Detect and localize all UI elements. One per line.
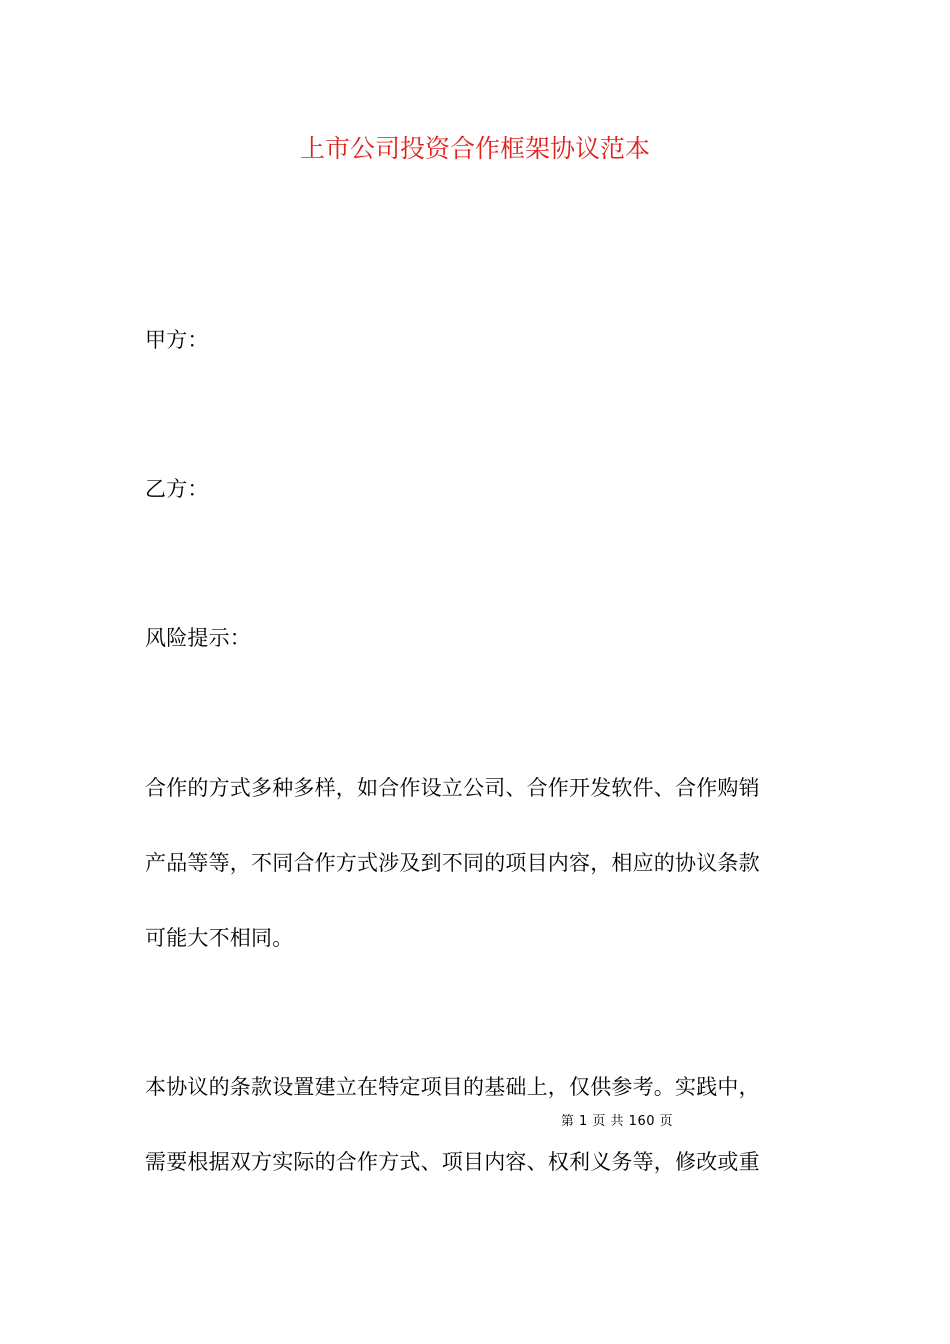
page-number-footer: 第 1 页 共 160 页 — [560, 1114, 674, 1129]
paragraph2-line1: 本协议的条款设置建立在特定项目的基础上，仅供参考。实践中， — [145, 1075, 760, 1099]
party-a-label: 甲方： — [145, 328, 209, 352]
paragraph2-line2: 需要根据双方实际的合作方式、项目内容、权利义务等，修改或重 — [145, 1150, 760, 1174]
paragraph1-line1: 合作的方式多种多样，如合作设立公司、合作开发软件、合作购销 — [145, 776, 760, 800]
risk-heading: 风险提示： — [145, 626, 251, 650]
party-b-label: 乙方： — [145, 477, 209, 501]
paragraph1-line2: 产品等等，不同合作方式涉及到不同的项目内容，相应的协议条款 — [145, 851, 760, 875]
document-title: 上市公司投资合作框架协议范本 — [299, 134, 650, 163]
paragraph1-line3: 可能大不相同。 — [145, 926, 294, 950]
